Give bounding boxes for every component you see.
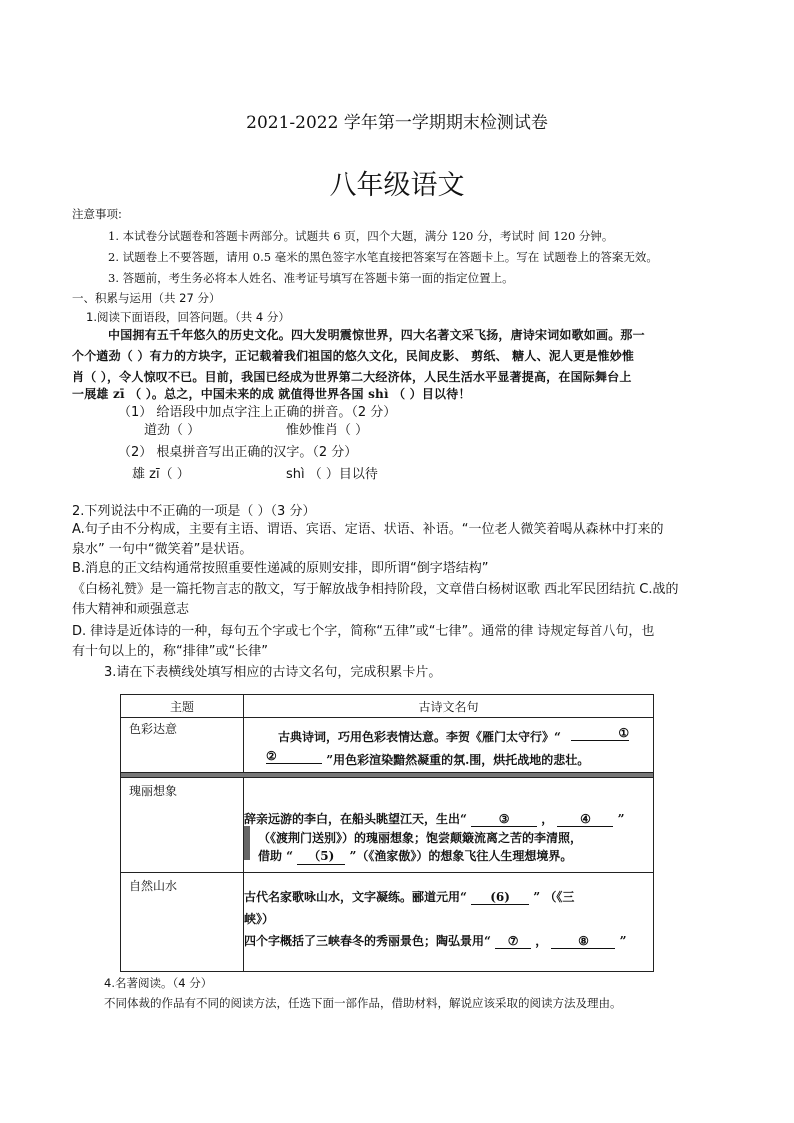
row2-text-c: 借助 “ [258,849,294,863]
notes-heading: 注意事项: [72,207,122,221]
theme-label: 瑰丽想象 [129,784,178,798]
theme-landscape [121,873,244,972]
blank-3[interactable] [471,812,537,827]
row3-close-quote: ” [619,934,627,948]
q1-sub2: （2） 根桌拼音写出正确的汉字。（2 分） [118,445,358,460]
passage-line-4: 一展雄 zī （ ）。总之，中国未来的成 就值得世界各国 shì （ ）目以待！ [72,387,471,401]
row3-text-b: ” （《三 [533,890,575,904]
q1-sub2-item-2: shì （ ）目以待 [286,467,378,482]
row3-text-a: 古代名家歌咏山水，文字凝练。郦道元用“ [244,890,467,904]
blank-label: (6) [490,890,510,904]
q3-prompt: 3.请在下表横线处填写相应的古诗文名句，完成积累卡片。 [104,665,442,680]
theme-label: 自然山水 [129,879,178,893]
blank-4[interactable] [557,812,613,827]
passage-line-2: 个个遒劲（ ）有力的方块字，正记载着我们祖国的悠久文化，民间皮影、 剪纸、 糖人、泥人更是惟妙惟 [72,349,635,363]
q1-sub1-item-2: 惟妙惟肖（ ） [286,423,369,438]
subject-title: 八年级语文 [329,170,465,201]
row2-side-bar [244,826,250,860]
passage-line-3: 肖（ ），令人惊叹不已。目前，我国已经成为世界第二大经济体，人民生活水平显著提高，在国际舞台上 [72,370,632,384]
theme-label: 色彩达意 [129,722,178,736]
row2-comma: ， [541,812,554,826]
row1-text-a: 古典诗词，巧用色彩表情达意。李贺《雁门太守行》“ [278,730,561,744]
blank-label: （5) [308,849,335,863]
row3-comma: ， [535,934,548,948]
q1-sub1-item-1: 道劲（ ） [144,423,201,438]
q4-prompt: 4.名著阅读。（4 分） [104,976,213,990]
note-item-2: 2. 试题卷上不要答题，请用 0.5 毫米的黑色签字水笔直接把答案写在答题卡上。写在 试题卷上的答案无效。 [108,250,658,264]
blank-5[interactable] [297,847,345,865]
q2-line-5: 伟大精神和顽强意志 [72,602,190,617]
q2-line-1: A.句子由不分构成，主要有主语、谓语、宾语、定语、状语、补语。“一位老人微笑着喝从森林中打来的 [72,522,664,537]
row2-close-quote: ” [617,812,625,826]
blank-7[interactable] [495,934,531,949]
q2-line-2: 泉水” 一句中“微笑着”是状语。 [72,542,253,557]
theme-imagination [121,778,244,873]
note-item-1: 1. 本试卷分试题卷和答题卡两部分。试题共 6 页，四个大题，满分 120 分，考试时 间 120 分钟。 [108,229,614,243]
blank-label: ④ [580,812,591,826]
passage-line-1: 中国拥有五千年悠久的历史文化。四大发明震惊世界，四大名著文采飞扬，唐诗宋词如歌如画。那一 [108,328,645,342]
row2-text-d: ”（《渔家傲》）的想象飞往人生理想境界。 [349,849,573,863]
blank-label: ⑦ [507,934,519,948]
q1-prompt: 1.阅读下面语段，回答问题。（共 4 分） [86,310,290,324]
row2-text-b: （《渡荆门送别》）的瑰丽想象；饱尝颠簸流离之苦的李清照， [258,831,583,845]
col-header-lines: 古诗文名句 [244,695,654,718]
blank-label: ⑧ [578,934,589,948]
theme-color [121,718,244,773]
blank-label: ② [266,749,277,763]
q2-prompt: 2.下列说法中不正确的一项是（ ）（3 分） [72,504,316,519]
q2-line-3: B.消息的正文结构通常按照重要性递减的原则安排，即所谓“倒字塔结构” [72,561,489,576]
q2-line-7: 有十句以上的，称“排律”或“长律” [72,644,268,659]
q1-sub2-item-1: 雄 zī（ ） [132,467,190,482]
q2-line-6: D. 律诗是近体诗的一种，每句五个字或七个字，简称“五律”或“七律”。通常的律 诗规定每首八句，也 [72,624,655,639]
row3-text-d: 四个字概括了三峡春冬的秀丽景色；陶弘景用“ [244,934,491,948]
blank-1[interactable] [571,726,629,741]
blank-8[interactable] [551,934,615,949]
row2-text-a: 辞亲远游的李白，在船头眺望江天，生出“ [244,812,467,826]
row3-text-c: 峡》） [244,912,275,926]
q1-sub1: （1） 给语段中加点字注上正确的拼音。（2 分） [118,405,397,420]
row1-text-b: ”用色彩渲染黯然凝重的氛.围，烘托战地的悲壮。 [326,753,590,767]
blank-label: ① [618,726,630,740]
blank-6[interactable] [471,890,529,905]
blank-label: ③ [498,812,510,826]
q4-text: 不同体裁的作品有不同的阅读方法，任选下面一部作品，借助材料，解说应该采取的阅读方法及理由。 [104,996,622,1010]
col-header-theme: 主题 [121,695,244,718]
section-heading: 一、积累与运用（共 27 分） [72,291,221,305]
blank-2[interactable] [266,749,322,764]
exam-title: 2021-2022 学年第一学期期末检测试卷 [246,113,548,133]
divider-bar [121,773,653,777]
q2-line-4: 《白杨礼赞》是一篇托物言志的散文，写于解放战争相持阶段，文章借白杨树讴歌 西北军民团结抗 C.战的 [72,582,679,597]
note-item-3: 3. 答题前，考生务必将本人姓名、准考证号填写在答题卡第一面的指定位置上。 [108,271,514,285]
